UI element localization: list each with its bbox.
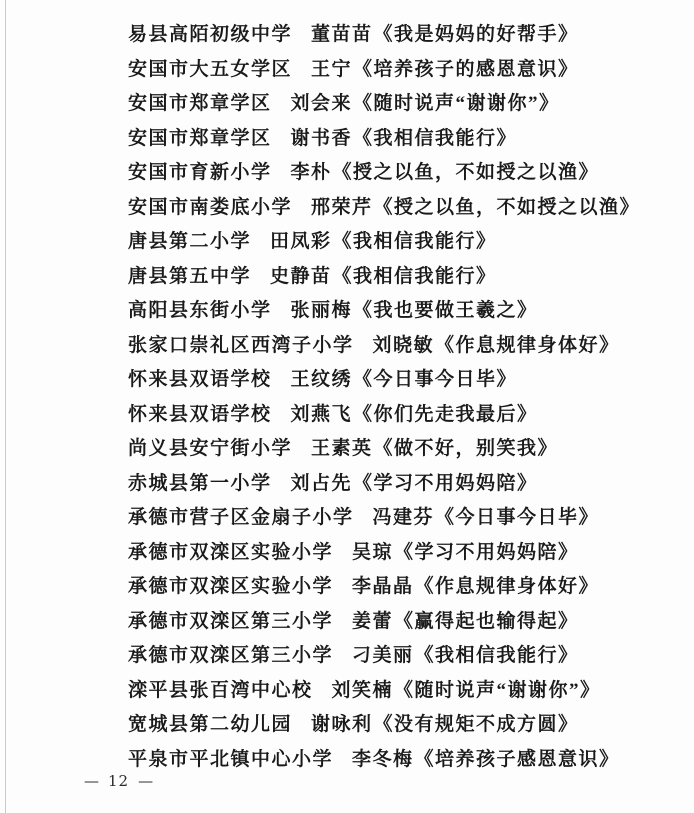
teacher-name: 谢咏利 — [311, 714, 373, 735]
entry-list — [128, 18, 688, 777]
work-title: 《今日事今日毕》 — [353, 369, 518, 390]
work-title: 《授之以鱼，不如授之以渔》 — [332, 162, 600, 183]
school-name: 承德市双滦区实验小学 — [128, 576, 334, 597]
entry-row — [128, 225, 688, 260]
teacher-name: 王纹绣 — [290, 369, 353, 390]
teacher-name: 吴琼 — [352, 541, 394, 563]
entry-row — [128, 639, 688, 674]
school-name: 安国市大五女学区 — [128, 58, 293, 80]
school-name: 安国市南娄底小学 — [128, 196, 293, 218]
work-title: 《你们先走我最后》 — [353, 403, 538, 425]
school-name: 高阳县东街小学 — [128, 300, 272, 321]
work-title: 《作息规律身体好》 — [414, 576, 600, 597]
school-name: 安国市郑章学区 — [128, 127, 272, 149]
teacher-name: 李晶晶 — [352, 576, 414, 597]
work-title: 《培养孩子的感恩意识》 — [353, 58, 579, 80]
teacher-name: 姜蕾 — [352, 610, 394, 632]
teacher-name: 邢荣芹 — [311, 196, 373, 218]
work-title: 《学习不用妈妈陪》 — [394, 541, 579, 563]
entry-row — [128, 156, 688, 191]
teacher-name: 刁美丽 — [352, 645, 414, 666]
entry-row — [128, 467, 688, 502]
work-title: 《随时说声“谢谢你”》 — [394, 679, 601, 701]
work-title: 《我相信我能行》 — [414, 645, 579, 666]
teacher-name: 王宁 — [311, 58, 353, 80]
teacher-name: 史静苗 — [270, 265, 332, 287]
school-name: 宽城县第二幼儿园 — [128, 714, 293, 735]
entry-row — [128, 329, 688, 364]
entry-row — [128, 674, 688, 709]
footer-left-dash: — — [84, 772, 99, 790]
entry-row — [128, 18, 688, 53]
entry-row — [128, 570, 688, 605]
teacher-name: 刘燕飞 — [290, 403, 353, 425]
work-title: 《赢得起也输得起》 — [394, 610, 579, 632]
entry-row — [128, 708, 688, 743]
work-title: 《培养孩子感恩意识》 — [414, 748, 620, 770]
school-name: 尚义县安宁街小学 — [128, 438, 293, 459]
school-name: 怀来县双语学校 — [128, 403, 272, 425]
entry-row — [128, 87, 688, 122]
school-name: 张家口崇礼区西湾子小学 — [128, 334, 354, 356]
teacher-name: 冯建芬 — [372, 507, 435, 528]
footer-right-dash: — — [138, 772, 154, 790]
work-title: 《授之以鱼，不如授之以渔》 — [373, 196, 641, 218]
entry-row — [128, 363, 688, 398]
page-number: 12 — [108, 772, 130, 790]
school-name: 易县高陌初级中学 — [128, 24, 293, 45]
entry-row — [128, 260, 688, 295]
school-name: 唐县第二小学 — [128, 231, 252, 252]
entry-row — [128, 191, 688, 226]
entry-row — [128, 605, 688, 640]
entry-row — [128, 536, 688, 571]
school-name: 承德市双滦区实验小学 — [128, 541, 334, 563]
work-title: 《我相信我能行》 — [353, 127, 518, 149]
teacher-name: 刘晓敏 — [372, 334, 435, 356]
page-footer — [84, 770, 153, 792]
school-name: 滦平县张百湾中心校 — [128, 679, 313, 701]
school-name: 安国市郑章学区 — [128, 93, 272, 114]
teacher-name: 刘笑楠 — [331, 679, 394, 701]
entry-row — [128, 53, 688, 88]
teacher-name: 李朴 — [290, 162, 332, 183]
work-title: 《今日事今日毕》 — [435, 507, 600, 528]
entry-row — [128, 122, 688, 157]
work-title: 《没有规矩不成方圆》 — [373, 714, 579, 735]
school-name: 唐县第五中学 — [128, 265, 252, 287]
teacher-name: 张丽梅 — [290, 300, 353, 321]
school-name: 赤城县第一小学 — [128, 472, 272, 494]
scan-edge-line — [5, 0, 6, 813]
work-title: 《随时说声“谢谢你”》 — [353, 93, 560, 114]
work-title: 《学习不用妈妈陪》 — [353, 472, 538, 494]
entry-row — [128, 294, 688, 329]
entry-row — [128, 743, 688, 778]
work-title: 《作息规律身体好》 — [435, 334, 620, 356]
entry-row — [128, 501, 688, 536]
teacher-name: 李冬梅 — [352, 748, 414, 770]
school-name: 安国市育新小学 — [128, 162, 272, 183]
teacher-name: 刘占先 — [290, 472, 353, 494]
work-title: 《我也要做王羲之》 — [353, 300, 538, 321]
school-name: 平泉市平北镇中心小学 — [128, 748, 334, 770]
teacher-name: 董苗苗 — [311, 24, 373, 45]
school-name: 怀来县双语学校 — [128, 369, 272, 390]
work-title: 《我是妈妈的好帮手》 — [373, 24, 579, 45]
teacher-name: 谢书香 — [290, 127, 353, 149]
teacher-name: 田凤彩 — [270, 231, 332, 252]
teacher-name: 王素英 — [311, 438, 373, 459]
work-title: 《我相信我能行》 — [332, 265, 497, 287]
school-name: 承德市双滦区第三小学 — [128, 645, 334, 666]
school-name: 承德市营子区金扇子小学 — [128, 507, 354, 528]
work-title: 《我相信我能行》 — [332, 231, 497, 252]
teacher-name: 刘会来 — [290, 93, 353, 114]
school-name: 承德市双滦区第三小学 — [128, 610, 334, 632]
entry-row — [128, 432, 688, 467]
work-title: 《做不好，别笑我》 — [373, 438, 559, 459]
entry-row — [128, 398, 688, 433]
